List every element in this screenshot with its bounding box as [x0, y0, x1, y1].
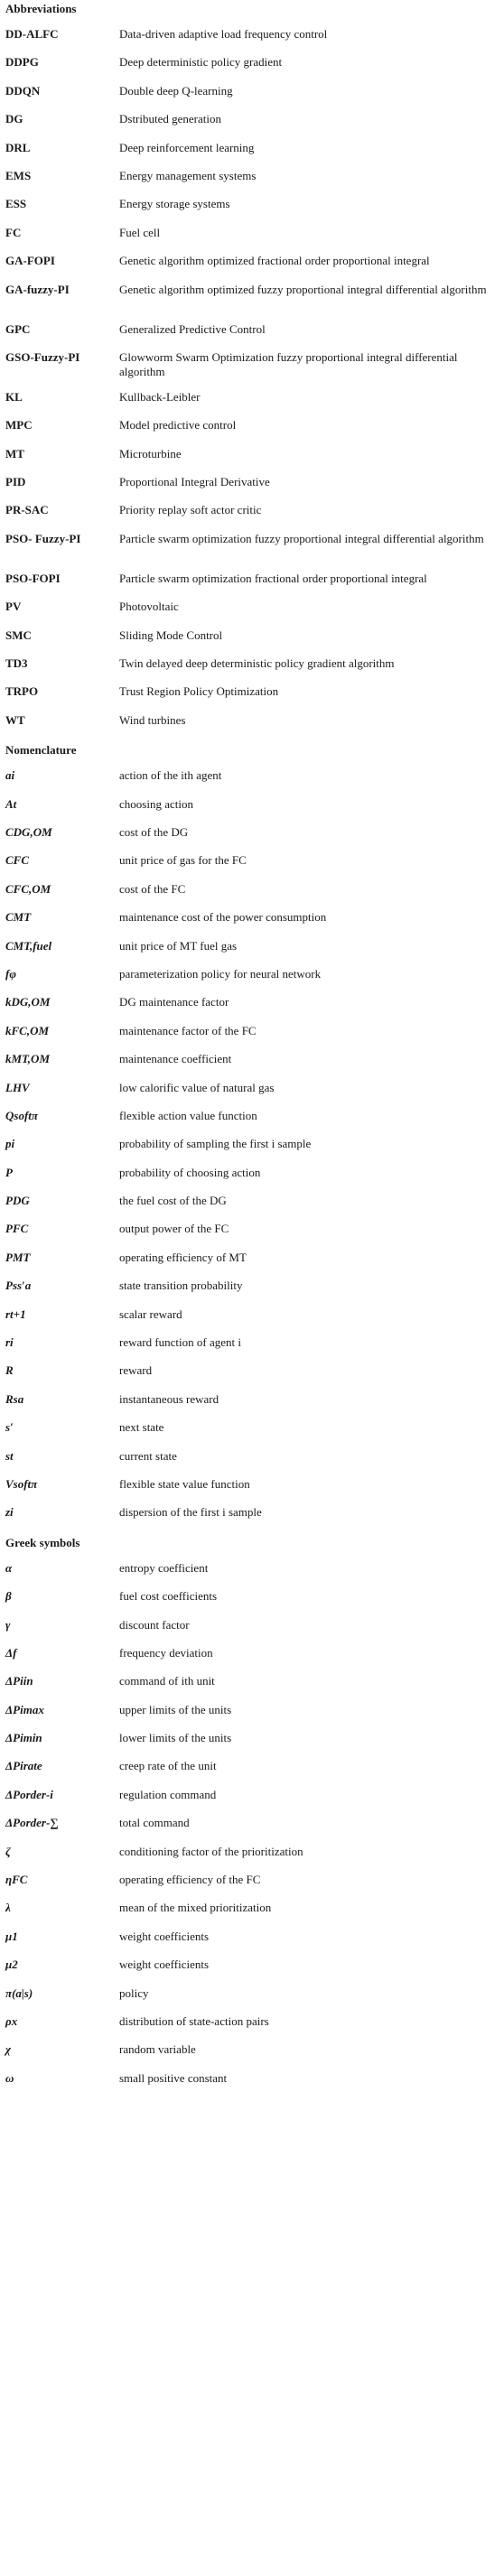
glossary-definition: choosing action [119, 796, 193, 811]
glossary-row [5, 853, 502, 881]
glossary-definition: parameterization policy for neural network [119, 966, 322, 981]
glossary-term: PFC [5, 1222, 29, 1236]
glossary-row [5, 1109, 502, 1137]
glossary-term: π(a|s) [5, 1985, 33, 2000]
glossary-term: DD-ALFC [5, 27, 59, 41]
glossary-row [5, 1166, 502, 1194]
glossary-term: χ [5, 2042, 12, 2057]
glossary-row [5, 1081, 502, 1109]
glossary-definition: command of ith unit [119, 1674, 215, 1688]
glossary-term: ri [5, 1335, 14, 1350]
glossary-row [5, 1137, 502, 1165]
glossary-row [5, 1052, 502, 1080]
glossary-term: R [5, 1363, 14, 1378]
glossary-definition: reward [119, 1363, 153, 1378]
glossary-definition: cost of the FC [119, 881, 186, 896]
glossary-term: DRL [5, 140, 31, 154]
glossary-row [5, 1194, 502, 1222]
glossary-definition: next state [119, 1420, 164, 1435]
glossary-term: PV [5, 600, 22, 614]
glossary-row [5, 55, 502, 83]
glossary-definition: maintenance factor of the FC [119, 1023, 257, 1037]
glossary-row [5, 1589, 502, 1617]
glossary-row [5, 1759, 502, 1787]
glossary-term: TD3 [5, 656, 28, 671]
glossary-row [5, 27, 502, 55]
glossary-definition: probability of sampling the first i sample [119, 1137, 312, 1151]
glossary-definition: Priority replay soft actor critic [119, 503, 262, 517]
glossary-definition: conditioning factor of the prioritization [119, 1844, 303, 1858]
glossary-row [5, 322, 502, 350]
glossary-term: PMT [5, 1250, 31, 1264]
glossary-definition: Trust Region Policy Optimization [119, 684, 279, 699]
glossary-term: GA-fuzzy-PI [5, 282, 70, 296]
glossary-row [5, 713, 502, 741]
glossary-row [5, 283, 502, 322]
glossary-term: GSO-Fuzzy-PI [5, 349, 80, 364]
glossary-definition: entropy coefficient [119, 1560, 209, 1575]
glossary-definition: lower limits of the units [119, 1731, 232, 1745]
glossary-definition: state transition probability [119, 1279, 243, 1293]
glossary-definition: cost of the DG [119, 824, 189, 839]
glossary-row [5, 2071, 502, 2099]
glossary-definition: weight coefficients [119, 1958, 210, 1972]
glossary-term: kDG,OM [5, 995, 51, 1009]
glossary-definition: operating efficiency of the FC [119, 1873, 261, 1887]
glossary-definition: Twin delayed deep deterministic policy gradient algorithm [119, 656, 395, 671]
glossary-term: ΔPimax [5, 1702, 44, 1716]
glossary-term: PID [5, 475, 26, 489]
glossary-term: P [5, 1165, 13, 1179]
glossary-row [5, 1222, 502, 1250]
glossary-definition: Fuel cell [119, 225, 161, 239]
glossary-definition: frequency deviation [119, 1645, 213, 1660]
glossary-row [5, 1561, 502, 1589]
glossary-row [5, 141, 502, 169]
glossary-row [5, 1930, 502, 1958]
glossary-term: CMT [5, 910, 32, 925]
glossary-term: pi [5, 1137, 15, 1151]
section-heading: Greek symbols [5, 1535, 80, 1549]
symbol-table [5, 768, 502, 1534]
section-heading: Nomenclature [5, 743, 77, 758]
glossary-term: At [5, 796, 17, 811]
glossary-row [5, 1873, 502, 1901]
glossary-definition: DG maintenance factor [119, 995, 229, 1009]
glossary-definition: current state [119, 1448, 177, 1463]
glossary-term: kMT,OM [5, 1052, 51, 1066]
glossary-row [5, 475, 502, 503]
glossary-definition: Energy management systems [119, 168, 257, 182]
glossary-term: kFC,OM [5, 1023, 50, 1037]
glossary-term: α [5, 1560, 13, 1575]
glossary-row [5, 995, 502, 1023]
glossary-term: CFC,OM [5, 881, 51, 896]
glossary-definition: Energy storage systems [119, 197, 230, 211]
glossary-definition: Glowworm Swarm Optimization fuzzy proportional integral differential algorithm [119, 349, 458, 378]
glossary-definition: weight coefficients [119, 1929, 210, 1943]
glossary-term: LHV [5, 1080, 30, 1094]
glossary-term: GPC [5, 321, 31, 336]
glossary-row [5, 1986, 502, 2014]
glossary-term: Rsa [5, 1391, 24, 1406]
glossary-definition: upper limits of the units [119, 1702, 232, 1716]
glossary-row [5, 84, 502, 112]
glossary-row [5, 1731, 502, 1759]
glossary-row [5, 2042, 502, 2070]
glossary-row [5, 2014, 502, 2042]
glossary-definition: unit price of gas for the FC [119, 853, 247, 868]
glossary-row [5, 197, 502, 225]
glossary-term: Δf [5, 1645, 17, 1660]
glossary-definition: scalar reward [119, 1307, 182, 1321]
glossary-term: ΔPiin [5, 1674, 33, 1688]
glossary-term: TRPO [5, 684, 39, 699]
glossary-definition: policy [119, 1985, 149, 2000]
glossary-row [5, 825, 502, 853]
glossary-definition: Double deep Q-learning [119, 83, 233, 98]
glossary-definition: flexible action value function [119, 1108, 257, 1122]
glossary-definition: creep rate of the unit [119, 1759, 217, 1773]
glossary-term: fφ [5, 966, 16, 981]
glossary-definition: Genetic algorithm optimized fuzzy proportional integral differential algorithm [119, 282, 487, 296]
glossary-definition: flexible state value function [119, 1476, 250, 1491]
glossary-row [5, 1477, 502, 1505]
glossary-term: PSO-FOPI [5, 571, 61, 585]
glossary-term: KL [5, 389, 23, 404]
glossary-row [5, 1279, 502, 1307]
glossary-term: Qsoftπ [5, 1108, 38, 1122]
glossary-definition: fuel cost coefficients [119, 1589, 218, 1604]
glossary-term: ESS [5, 197, 27, 211]
glossary-row [5, 1024, 502, 1052]
glossary-definition: Genetic algorithm optimized fractional order proportional integral [119, 254, 430, 268]
glossary-definition: the fuel cost of the DG [119, 1194, 227, 1208]
glossary-row [5, 910, 502, 938]
glossary-definition: low calorific value of natural gas [119, 1080, 275, 1094]
glossary-row [5, 1674, 502, 1702]
glossary-term: β [5, 1589, 12, 1604]
glossary-row [5, 1901, 502, 1929]
glossary-term: DG [5, 112, 23, 126]
glossary-definition: operating efficiency of MT [119, 1250, 247, 1264]
glossary-term: PSO- Fuzzy-PI [5, 531, 81, 545]
glossary-definition: Wind turbines [119, 712, 186, 727]
glossary-row [5, 797, 502, 825]
glossary-definition: Proportional Integral Derivative [119, 475, 270, 489]
glossary-row [5, 1363, 502, 1391]
glossary-definition: Model predictive control [119, 418, 237, 432]
glossary-definition: Kullback-Leibler [119, 389, 201, 404]
glossary-definition: maintenance coefficient [119, 1052, 232, 1066]
glossary-term: γ [5, 1617, 11, 1632]
glossary-term: ΔPorder-∑ [5, 1816, 59, 1830]
glossary-definition: mean of the mixed prioritization [119, 1901, 272, 1915]
glossary-definition: Deep deterministic policy gradient [119, 55, 283, 70]
glossary-term: ai [5, 768, 15, 783]
glossary-term: SMC [5, 628, 32, 642]
glossary-term: DDQN [5, 83, 41, 98]
glossary-term: DDPG [5, 55, 39, 70]
glossary-row [5, 112, 502, 140]
glossary-definition: small positive constant [119, 2070, 228, 2085]
glossary-row [5, 1392, 502, 1420]
glossary-row [5, 1703, 502, 1731]
glossary-row [5, 1449, 502, 1477]
glossary-term: μ1 [5, 1929, 18, 1943]
glossary-definition: probability of choosing action [119, 1165, 261, 1179]
glossary-definition: Data-driven adaptive load frequency control [119, 27, 328, 41]
glossary-term: CDG,OM [5, 824, 52, 839]
glossary-term: λ [5, 1901, 11, 1915]
glossary-definition: unit price of MT fuel gas [119, 938, 238, 953]
glossary-definition: output power of the FC [119, 1222, 229, 1236]
glossary-term: ζ [5, 1844, 11, 1858]
glossary-definition: Microturbine [119, 446, 182, 460]
glossary-row [5, 169, 502, 197]
glossary-term: ρx [5, 2014, 18, 2028]
glossary-row [5, 532, 502, 572]
glossary-definition: action of the ith agent [119, 768, 222, 783]
glossary-term: μ2 [5, 1958, 18, 1972]
glossary-row [5, 254, 502, 282]
glossary-term: rt+1 [5, 1307, 26, 1321]
glossary-term: PDG [5, 1194, 30, 1208]
glossary-row [5, 447, 502, 475]
glossary-row [5, 350, 502, 390]
glossary-row [5, 1307, 502, 1335]
symbol-table [5, 1561, 502, 2099]
glossary-term: FC [5, 225, 22, 239]
glossary-definition: regulation command [119, 1787, 217, 1801]
glossary-term: ΔPimin [5, 1731, 42, 1745]
glossary-row [5, 1646, 502, 1674]
glossary-definition: Photovoltaic [119, 600, 179, 614]
glossary-row [5, 1816, 502, 1844]
glossary-definition: Particle swarm optimization fractional order proportional integral [119, 571, 427, 585]
glossary-definition: maintenance cost of the power consumption [119, 910, 327, 925]
glossary-term: CFC [5, 853, 30, 868]
glossary-row [5, 628, 502, 656]
glossary-definition: reward function of agent i [119, 1335, 242, 1350]
glossary-row [5, 967, 502, 995]
glossary-term: PR-SAC [5, 503, 49, 517]
glossary-definition: Particle swarm optimization fuzzy proportional integral differential algorithm [119, 531, 484, 545]
glossary-term: ηFC [5, 1873, 28, 1887]
glossary-row [5, 226, 502, 254]
glossary-term: CMT,fuel [5, 938, 52, 953]
glossary-row [5, 1845, 502, 1873]
glossary-term: s′ [5, 1420, 14, 1435]
glossary-definition: distribution of state-action pairs [119, 2014, 269, 2028]
glossary-definition: discount factor [119, 1617, 190, 1632]
glossary-term: Pss′a [5, 1279, 32, 1293]
glossary-definition: random variable [119, 2042, 196, 2057]
glossary-row [5, 684, 502, 712]
glossary-definition: instantaneous reward [119, 1391, 219, 1406]
glossary-term: WT [5, 712, 25, 727]
glossary-term: GA-FOPI [5, 254, 55, 268]
glossary-row [5, 503, 502, 531]
glossary-term: Vsoftπ [5, 1476, 38, 1491]
abbreviation-table [5, 27, 502, 741]
glossary-term: EMS [5, 168, 32, 182]
glossary-term: ω [5, 2070, 14, 2085]
glossary-row [5, 1251, 502, 1279]
glossary-row [5, 1335, 502, 1363]
glossary-row [5, 418, 502, 446]
glossary-row [5, 768, 502, 796]
glossary-row [5, 1618, 502, 1646]
glossary-term: st [5, 1448, 14, 1463]
glossary-row [5, 1505, 502, 1533]
glossary-row [5, 1958, 502, 1985]
glossary-row [5, 572, 502, 600]
glossary-row [5, 656, 502, 684]
glossary-row [5, 1420, 502, 1448]
glossary-row [5, 939, 502, 967]
glossary-term: MPC [5, 418, 33, 432]
glossary-definition: Dstributed generation [119, 112, 221, 126]
glossary-definition: Sliding Mode Control [119, 628, 223, 642]
glossary-row [5, 1788, 502, 1816]
glossary-row [5, 600, 502, 628]
glossary-term: zi [5, 1505, 14, 1520]
glossary-definition: dispersion of the first i sample [119, 1505, 262, 1520]
glossary-definition: total command [119, 1816, 190, 1830]
glossary-term: ΔPorder-i [5, 1787, 53, 1801]
section-heading: Abbreviations [5, 2, 77, 15]
glossary-term: ΔPirate [5, 1759, 42, 1773]
glossary-term: MT [5, 446, 24, 460]
glossary-definition: Deep reinforcement learning [119, 140, 255, 154]
glossary-definition: Generalized Predictive Control [119, 321, 266, 336]
glossary-row [5, 882, 502, 910]
glossary-row [5, 390, 502, 418]
